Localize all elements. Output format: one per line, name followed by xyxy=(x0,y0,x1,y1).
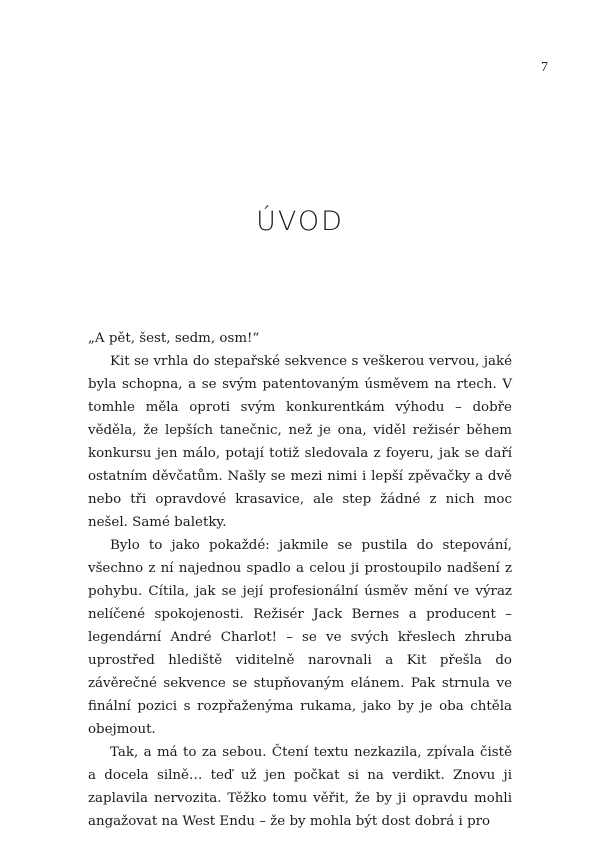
body-text xyxy=(88,327,512,833)
chapter-title: ÚVOD xyxy=(256,206,344,237)
page-number: 7 xyxy=(541,60,548,75)
paragraph: Bylo to jako pokaždé: jakmile se pustila do stepování, všechno z ní najednou spadlo a celou ji prostoupilo nadšení z pohybu. Cítila, jak se její profesionální úsměv mění ve výraz nelíčené spokojenosti. Režisér Jack Bernes a producent – legendární André Charlot! – se ve svých křeslech zhruba uprostřed hlediště viditelně narovnali a Kit přešla do závěrečné sekvence se stupňovaným elánem. Pak strnula ve finální pozici s rozpřaženýma rukama, jako by je oba chtěla obejmout. xyxy=(88,538,512,737)
paragraph: Tak, a má to za sebou. Čtení textu nezkazila, zpívala čistě a docela silně… teď už jen počkat si na verdikt. Znovu ji zaplavila nervozita. Těžko tomu věřit, že by ji opravdu mohli angažovat na West Endu – že by mohla být dost dobrá i pro xyxy=(88,745,512,829)
paragraph: Kit se vrhla do stepařské sekvence s veškerou vervou, jaké byla schopna, a se svým patentovaným úsměvem na rtech. V tomhle měla oproti svým konkurentkám výhodu – dobře věděla, že lepších tanečnic, než je ona, viděl režisér během konkursu jen málo, potají totiž sledovala z foyeru, jak se daří ostatním děvčatům. Našly se mezi nimi i lepší zpěvačky a dvě nebo tři opravdové krasavice, ale step žádné z nich moc nešel. Samé baletky. xyxy=(88,354,512,530)
paragraph-dialogue: „A pět, šest, sedm, osm!“ xyxy=(88,331,260,346)
